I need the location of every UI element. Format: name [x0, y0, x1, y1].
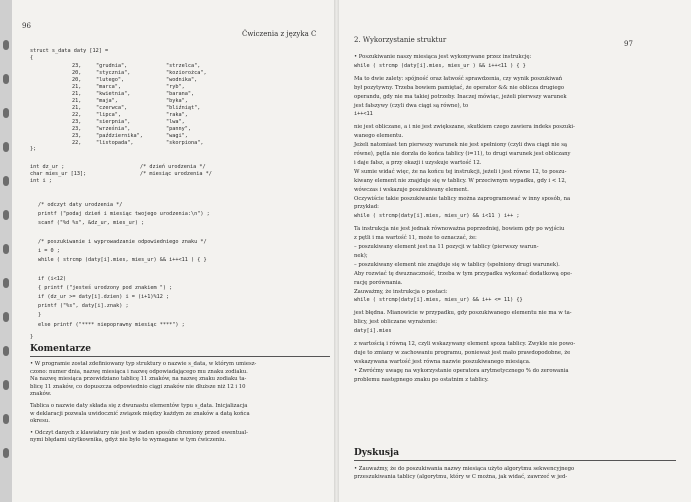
table-cell-sign: "bliźniąt",	[166, 105, 201, 111]
text-line: W sumie widać więc, że na końcu tej instrukcji, jeżeli i jest równe 12, to poszu-	[354, 168, 567, 175]
text-line: przeszukiwania tablicy (algorytmu, który w C można, jak widać, zawrzeć w jed-	[354, 474, 568, 480]
text-line: Ta instrukcja nie jest jednak równoważna poprzedniej, bowiem gdy po wyjściu	[354, 226, 565, 233]
text-line: z wartością i równą 12, czyli wskazywany element spoza tablicy. Zwykle nie powo-	[354, 341, 576, 347]
text-line: • Zauważmy, że do poszukiwania nazwy miesiąca użyto algorytmu sekwencyjnego	[354, 466, 575, 472]
table-cell-month: "lutego",	[96, 77, 125, 83]
code-line: while ( strcmp (daty[i].mies, mies_ur) && i++<11 ) { }	[38, 257, 207, 264]
table-cell-day: 21,	[72, 98, 82, 104]
code-line: { printf ("jesteś urodzony pod znakiem ") ;	[38, 284, 173, 291]
code-line: }	[38, 312, 42, 319]
text-line: nymi błędami użytkownika, gdyż nie było to wymagane w tym ćwiczeniu.	[30, 437, 227, 444]
table-cell-day: 20,	[72, 77, 82, 83]
table-cell-month: "października",	[96, 133, 143, 139]
table-cell-sign: "raka",	[166, 112, 188, 118]
text-line: jest błędna. Mianowicie w przypadku, gdy poszukiwanego elementu nie ma w ta-	[354, 310, 572, 317]
table-cell-day: 23,	[72, 133, 82, 139]
text-line: blicy, jest obliczane wyrażenie:	[354, 319, 437, 326]
running-head: Ćwiczenia z języka C	[242, 30, 317, 38]
table-cell-sign: "lwa",	[166, 119, 185, 125]
table-cell-month: "kwietnia",	[96, 91, 131, 97]
table-cell-day: 21,	[72, 84, 82, 90]
binding-hole	[3, 346, 9, 356]
section-rule	[30, 356, 330, 357]
text-line: • Odczyt danych z klawiatury nie jest w żaden sposób chroniony przed ewentual-	[30, 429, 248, 436]
code-line: struct s_data daty [12] =	[30, 48, 109, 54]
text-line: kiwany element nie znajduje się w tablicy. W przeciwnym wypadku, gdy i < 12,	[354, 177, 567, 184]
binding-hole	[3, 380, 9, 390]
table-cell-day: 21,	[72, 91, 82, 97]
table-cell-month: "sierpnia",	[96, 119, 131, 125]
table-cell-sign: "strzelca",	[166, 63, 201, 69]
table-cell-month: "maja",	[96, 98, 118, 104]
text-line: Tablica o nazwie daty składa się z dwunastu elementów typu s_data. Inicjalizacja	[30, 403, 248, 409]
table-cell-day: 23,	[72, 119, 82, 125]
text-line: problemu następnego znaku po ostatnim z tablicy.	[354, 376, 489, 383]
binding-hole	[3, 176, 9, 186]
table-cell-month: "czerwca",	[96, 105, 128, 111]
code-line: /* poszukiwanie i wyprowadzanie odpowiedniego znaku */	[38, 238, 207, 245]
table-cell-month: "listopada",	[96, 140, 134, 146]
binding-hole	[3, 312, 9, 322]
table-cell-month: "marca",	[96, 84, 121, 90]
binding-hole	[3, 210, 9, 220]
text-line: Na nazwę miesiąca przewidziano tablicę 11 znaków, na nazwę znaku zodiaku ta-	[30, 376, 247, 383]
table-cell-sign: "panny",	[166, 126, 191, 132]
text-line: – poszukiwany element nie znajduje się w tablicy (spełniony drugi warunek).	[354, 261, 560, 268]
running-head: 2. Wykorzystanie struktur	[354, 36, 447, 44]
text-line: Oczywiście takie poszukiwanie tablicy można zaprogramować w inny sposób, na	[354, 195, 571, 202]
text-line: równe), pętla nie dorzła do końca tablicy (i=11), to drugi warunek jest obliczany	[354, 151, 571, 157]
text-line: w deklaracji pozwala uwidocznić związek między każdym ze znaków a datą końca	[30, 410, 250, 417]
text-line: Zauważmy, że instrukcja o postaci:	[354, 288, 448, 295]
text-line: • Zwróćmy uwagę na wykorzystanie operatora arytmetycznego % do zerowania	[354, 367, 569, 374]
code-comment: /* dzień urodzenia */	[140, 164, 206, 170]
text-line: Ma to dwie zalety: spójność oraz łatwość sprawdzenia, czy wynik poszukiwań	[354, 75, 563, 82]
text-line: był pozytywny. Trzeba bowiem pamiętać, że operator && nie oblicza drugiego	[354, 84, 565, 91]
text-line: • Poszukiwanie naszy miesiąca jest wykonywane przez instrukcję:	[354, 54, 532, 60]
text-line: duje to zmiany w zachowaniu programu, ponieważ jest mało prawdopodobne, że	[354, 349, 571, 356]
text-line: czono: numer dnia, nazwę miesiąca i nazwę odpowiadającego mu znaku zodiaku.	[30, 368, 248, 375]
code-line: while ( strcmp (daty[i].mies, mies_ur ) && i++<11 ) { }	[354, 62, 526, 69]
code-line: i++<11	[354, 111, 373, 118]
text-line: przykład:	[354, 204, 379, 211]
text-line: jest fałszywy (czyli dwa ciągi są równe), to	[354, 102, 469, 109]
code-line: daty[i].mies	[354, 328, 392, 335]
left-page	[16, 0, 332, 502]
code-line: if (i<12)	[38, 275, 67, 282]
text-line: Aby rozwiać tę dwuznaczność, trzeba w tym przypadku wykonać dodatkową ope-	[354, 270, 572, 277]
code-line: int i ;	[30, 178, 52, 184]
code-line: printf ("%s", daty[i].znak) ;	[38, 303, 129, 310]
text-line: wskazywana wartość jest równa nazwie poszukiwanego miesiąca.	[354, 358, 531, 365]
section-title: Dyskusja	[354, 448, 400, 458]
code-comment: /* miesiąc urodzenia */	[140, 171, 212, 177]
code-line: i = 0 ;	[38, 248, 60, 254]
section-title: Komentarze	[30, 344, 91, 354]
text-line: rację porównania.	[354, 279, 403, 286]
text-line: wanego elementu.	[354, 133, 404, 140]
table-cell-day: 22,	[72, 112, 82, 118]
text-line: okresu.	[30, 418, 50, 425]
table-cell-month: "lipca",	[96, 112, 121, 118]
page-number: 96	[22, 22, 31, 30]
text-line: operandu, gdy nie ma takiej potrzeby. Inaczej mówiąc, jeżeli pierwszy warunek	[354, 93, 567, 100]
table-cell-month: "grudnia",	[96, 63, 128, 69]
code-line: int dz_ur ;	[30, 164, 65, 170]
code-line: else printf ("**** niepoprawny miesiąc ****") ;	[38, 321, 185, 328]
binding-hole	[3, 40, 9, 50]
binding-hole	[3, 142, 9, 152]
code-line: {	[30, 55, 34, 61]
code-line: printf ("podaj dzień i miesiąc twojego urodzenia:\n") ;	[38, 211, 210, 218]
text-line: blicę 11 znaków, co dopuszcza odpowiednio ciągi znaków nie dłuższe niż 12 i 10	[30, 383, 246, 390]
table-cell-day: 23,	[72, 126, 82, 132]
code-line: scanf ("%d %s", &dz_ur, mies_ur) ;	[38, 220, 145, 227]
table-cell-day: 22,	[72, 140, 82, 146]
table-cell-month: "września",	[96, 126, 131, 132]
table-cell-sign: "ryb",	[166, 84, 185, 90]
table-cell-day: 21,	[72, 105, 82, 111]
code-line: /* odczyt daty urodzenia */	[38, 202, 123, 208]
table-cell-day: 23,	[72, 63, 82, 69]
code-line: if (dz_ur >= daty[i].dzien) i = (i+1)%12 ;	[38, 294, 170, 300]
page-number: 97	[624, 40, 633, 48]
text-line: • W programie został zdefiniowany typ struktury o nazwie s_data, w którym umiesz-	[30, 361, 257, 367]
text-line: z pętli i ma wartość 11, może to oznaczać, że:	[354, 235, 477, 242]
code-line: };	[30, 146, 37, 152]
binding-hole	[3, 278, 9, 288]
table-cell-sign: "wagi",	[166, 133, 188, 139]
right-page	[342, 0, 687, 502]
binding-strip	[0, 0, 12, 502]
table-cell-sign: "wodnika",	[166, 77, 198, 83]
text-line: wówczas i wskazuje poszukiwany element.	[354, 186, 469, 193]
text-line: nie jest obliczane, a i nie jest zwiększane, skutkiem czego zawiera indeks poszuki-	[354, 124, 575, 131]
binding-hole	[3, 108, 9, 118]
table-cell-sign: "barana",	[166, 91, 195, 97]
code-line: while ( strcmp(daty[i].mies, mies_ur) && i<11 ) i++ ;	[354, 213, 520, 220]
text-line: Jeżeli natomiast ten pierwszy warunek nie jest spełniony (czyli dwa ciągi nie są	[354, 142, 568, 149]
code-line: while ( strcmp(daty[i].mies, mies_ur) && i++ <= 11) {}	[354, 297, 523, 304]
binding-hole	[3, 414, 9, 424]
text-line: nek);	[354, 252, 368, 259]
closing-brace: }	[30, 334, 34, 340]
section-rule	[354, 460, 676, 461]
table-cell-day: 20,	[72, 70, 82, 76]
text-line: – poszukiwany element jest na 11 pozycji w tablicy (pierwszy warun-	[354, 244, 539, 250]
table-cell-month: "stycznia",	[96, 70, 131, 76]
binding-hole	[3, 244, 9, 254]
text-line: i daje fałsz, a przy okazji i uzyskuje wartość 12.	[354, 159, 482, 166]
table-cell-sign: "byka",	[166, 98, 188, 104]
code-line: char mies_ur [13];	[30, 171, 87, 177]
table-cell-sign: "skorpiona",	[166, 140, 204, 146]
table-cell-sign: "koziorożca",	[166, 70, 207, 76]
text-line: znaków.	[30, 391, 52, 398]
binding-hole	[3, 74, 9, 84]
binding-hole	[3, 448, 9, 458]
page-gutter	[334, 0, 339, 502]
